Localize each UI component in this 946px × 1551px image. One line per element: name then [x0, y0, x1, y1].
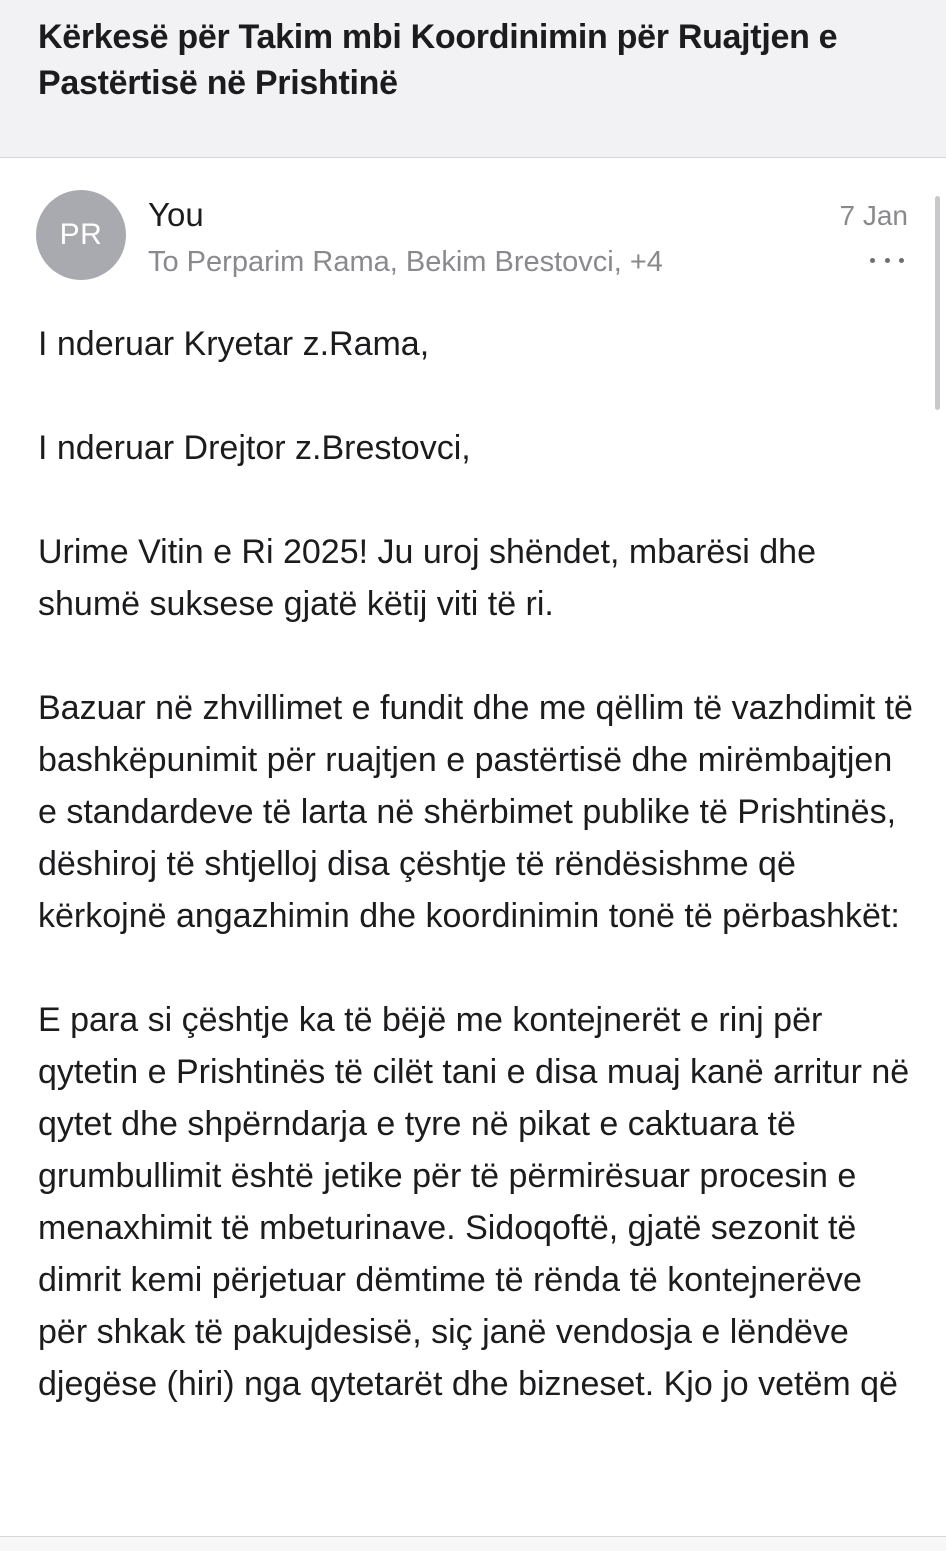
body-paragraph: I nderuar Kryetar z.Rama, — [38, 325, 430, 363]
body-paragraph: Bazuar në zhvillimet e fundit dhe me qëllim të vazhdimit të bashkëpunimit për ruajtjen e pastërtisë dhe mirëmbajtjen e standardeve të larta në shërbimet publike të Prishtinës, dëshiroj të shtjelloj disa çështje të rëndësishme që kërkojnë angazhimin dhe koordinimin tonë të përbashkët: — [38, 689, 913, 935]
message-date: 7 Jan — [839, 200, 908, 231]
message-header[interactable] — [0, 158, 946, 308]
bottom-toolbar-edge — [0, 1536, 946, 1551]
body-paragraph: I nderuar Drejtor z.Brestovci, — [38, 429, 471, 467]
subject-header — [0, 0, 946, 158]
ellipsis-dot — [870, 258, 875, 263]
avatar[interactable]: PR — [36, 190, 126, 280]
body-paragraph: E para si çështje ka të bëjë me kontejnerët e rinj për qytetin e Prishtinës të cilët tani e disa muaj kanë arritur në qytet dhe shpërndarja e tyre në pikat e caktuara të grumbullimit është jetike për të përmirësuar procesin e menaxhimit të mbeturinave. Sidoqoftë, gjatë sezonit të dimrit kemi përjetuar dëmtime të rënda të kontejnerëve për shkak të pakujdesisë, siç janë vendosja e lëndëve djegëse (hiri) nga qytetarët dhe bizneset. Kjo jo vetëm që — [38, 1001, 910, 1403]
ellipsis-dot — [885, 258, 890, 263]
message-body — [38, 318, 918, 1462]
ellipsis-icon[interactable] — [870, 250, 904, 270]
body-paragraph: Urime Vitin e Ri 2025! Ju uroj shëndet, mbarësi dhe shumë suksese gjatë këtij viti të ri. — [38, 533, 816, 623]
scrollbar[interactable] — [935, 196, 940, 410]
email-subject: Kërkesë për Takim mbi Koordinimin për Ruajtjen e Pastërtisë në Prishtinë — [38, 18, 838, 102]
sender-name[interactable]: You — [148, 196, 204, 233]
ellipsis-dot — [899, 258, 904, 263]
recipients-line[interactable]: To Perparim Rama, Bekim Brestovci, +4 — [148, 246, 663, 278]
